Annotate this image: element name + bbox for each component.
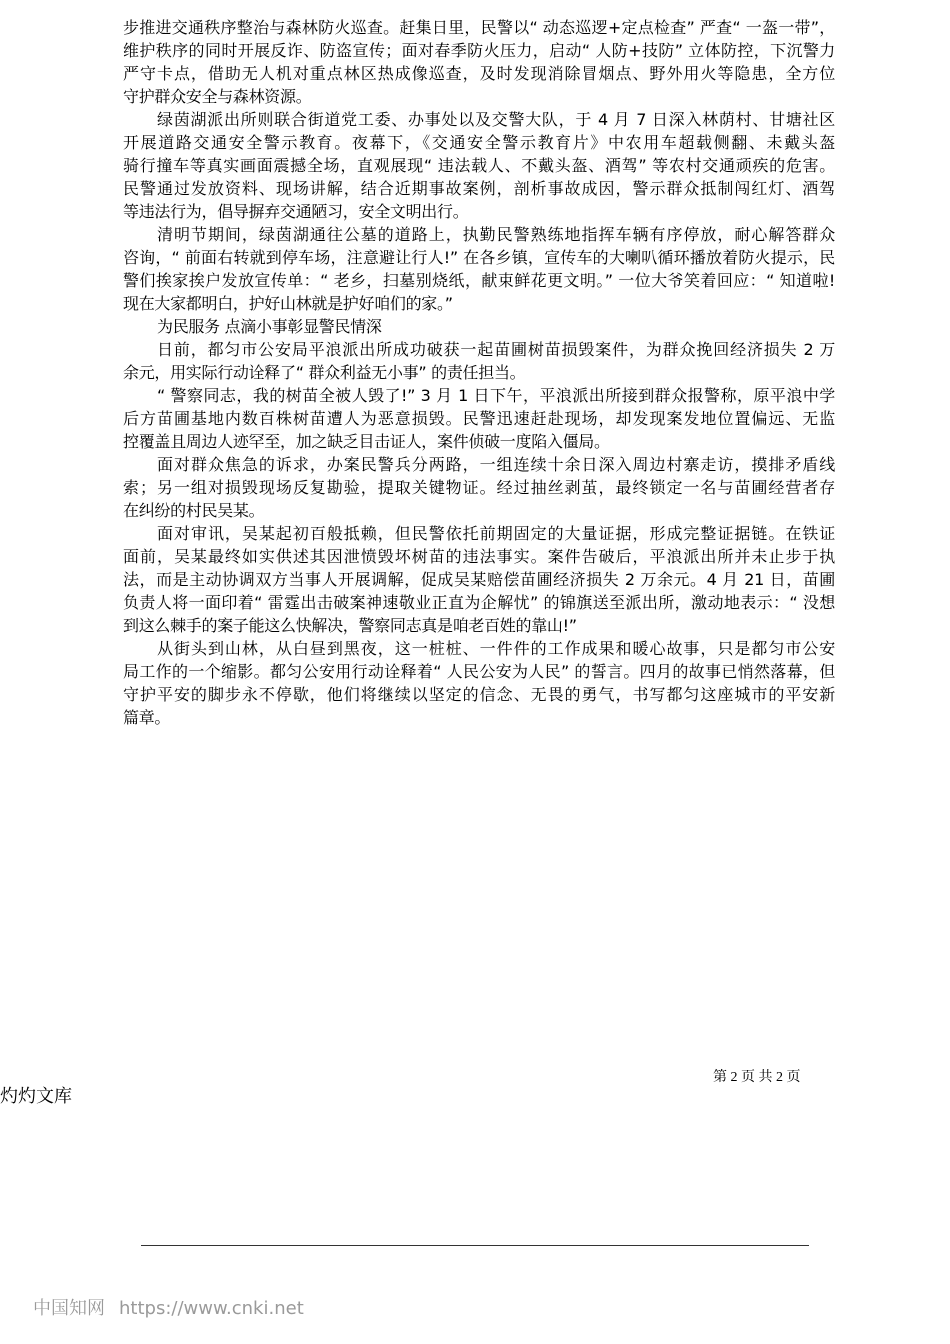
paragraph: [123, 16, 835, 108]
text-line: 咨询，“ 前面右转就到停车场，注意避让行人!” 在各乡镇，宣传车的大喇叭循环播放着防火提示，民: [123, 248, 835, 267]
article-body: [123, 16, 835, 729]
text-line: 等违法行为，倡导摒弃交通陋习，安全文明出行。: [123, 202, 469, 221]
text-line: 控覆盖且周边人迹罕至，加之缺乏目击证人，案件侦破一度陷入僵局。: [123, 432, 610, 451]
text-line: 守护群众安全与森林资源。: [123, 87, 312, 106]
paragraph: [123, 108, 835, 223]
text-line: 严守卡点，借助无人机对重点林区热成像巡查，及时发现消除冒烟点、野外用火等隐患，全方位: [123, 64, 835, 83]
text-line: 警们挨家挨户发放宣传单：“ 老乡，扫墓别烧纸，献束鲜花更文明。” 一位大爷笑着回应：“ 知道啦!: [123, 271, 835, 290]
page-number: 第 2 页 共 2 页: [713, 1070, 801, 1085]
text-line: 现在大家都明白，护好山林就是护好咱们的家。”: [123, 294, 453, 313]
text-line: 民警通过发放资料、现场讲解，结合近期事故案例，剖析事故成因，警示群众抵制闯红灯、酒驾: [123, 179, 835, 198]
text-line: 日前，都匀市公安局平浪派出所成功破获一起苗圃树苗损毁案件，为群众挽回经济损失 2 万: [157, 340, 835, 359]
footer-divider: [141, 1245, 809, 1246]
text-line: 到这么棘手的案子能这么快解决，警察同志真是咱老百姓的靠山!”: [123, 616, 577, 635]
text-line: 维护秩序的同时开展反诈、防盗宣传；面对春季防火压力，启动“ 人防+技防” 立体防控，下沉警力: [123, 41, 835, 60]
text-line: 索；另一组对损毁现场反复勘验，提取关键物证。经过抽丝剥茧，最终锁定一名与苗圃经营者存: [123, 478, 835, 497]
text-line: 后方苗圃基地内数百株树苗遭人为恶意损毁。民警迅速赶赴现场，却发现案发地位置偏远、无监: [123, 409, 835, 428]
cnki-watermark: [33, 1294, 304, 1320]
paragraph: [123, 384, 835, 453]
paragraph: [123, 637, 835, 729]
text-line: 开展道路交通安全警示教育。夜幕下，《交通安全警示教育片》中农用车超载侧翻、未戴头盔: [123, 133, 835, 152]
text-line: 局工作的一个缩影。都匀公安用行动诠释着“ 人民公安为人民” 的誓言。四月的故事已悄然落幕，但: [123, 662, 835, 681]
text-line: 骑行撞车等真实画面震撼全场，直观展现“ 违法载人、不戴头盔、酒驾” 等农村交通顽疾的危害。: [123, 156, 835, 175]
text-line: 从街头到山林，从白昼到黑夜，这一桩桩、一件件的工作成果和暖心故事，只是都匀市公安: [157, 639, 835, 658]
text-line: 绿茵湖派出所则联合街道党工委、办事处以及交警大队，于 4 月 7 日深入林荫村、甘塘社区: [157, 110, 835, 129]
text-line: 步推进交通秩序整治与森林防火巡查。赶集日里，民警以“ 动态巡逻+定点检查” 严查“ 一盔一带”，: [123, 18, 835, 37]
text-line: 清明节期间，绿茵湖通往公墓的道路上，执勤民警熟练地指挥车辆有序停放，耐心解答群众: [157, 225, 835, 244]
text-line: 为民服务 点滴小事彰显警民情深: [157, 317, 382, 336]
text-line: 法，而是主动协调双方当事人开展调解，促成吴某赔偿苗圃经济损失 2 万余元。4 月 21 日，苗圃: [123, 570, 835, 589]
paragraph: [123, 522, 835, 637]
text-line: 余元，用实际行动诠释了“ 群众利益无小事” 的责任担当。: [123, 363, 526, 382]
text-line: 篇章。: [123, 708, 171, 727]
cnki-name: 中国知网: [33, 1298, 105, 1319]
cnki-url: https://www.cnki.net: [119, 1298, 304, 1319]
section-heading: [123, 315, 835, 338]
library-name: 灼灼文库: [0, 1086, 72, 1107]
text-line: 守护平安的脚步永不停歇，他们将继续以坚定的信念、无畏的勇气，书写都匀这座城市的平安新: [123, 685, 835, 704]
text-line: 面对审讯，吴某起初百般抵赖，但民警依托前期固定的大量证据，形成完整证据链。在铁证: [157, 524, 835, 543]
text-line: 在纠纷的村民吴某。: [123, 501, 265, 520]
text-line: 面前，吴某最终如实供述其因泄愤毁坏树苗的违法事实。案件告破后，平浪派出所并未止步于执: [123, 547, 835, 566]
text-line: 面对群众焦急的诉求，办案民警兵分两路，一组连续十余日深入周边村寨走访，摸排矛盾线: [157, 455, 835, 474]
paragraph: [123, 338, 835, 384]
text-line: 负责人将一面印着“ 雷霆出击破案神速敬业正直为企解忧” 的锦旗送至派出所，激动地表示：“ 没想: [123, 593, 835, 612]
paragraph: [123, 453, 835, 522]
text-line: “ 警察同志，我的树苗全被人毁了!” 3 月 1 日下午，平浪派出所接到群众报警称，原平浪中学: [157, 386, 835, 405]
paragraph: [123, 223, 835, 315]
